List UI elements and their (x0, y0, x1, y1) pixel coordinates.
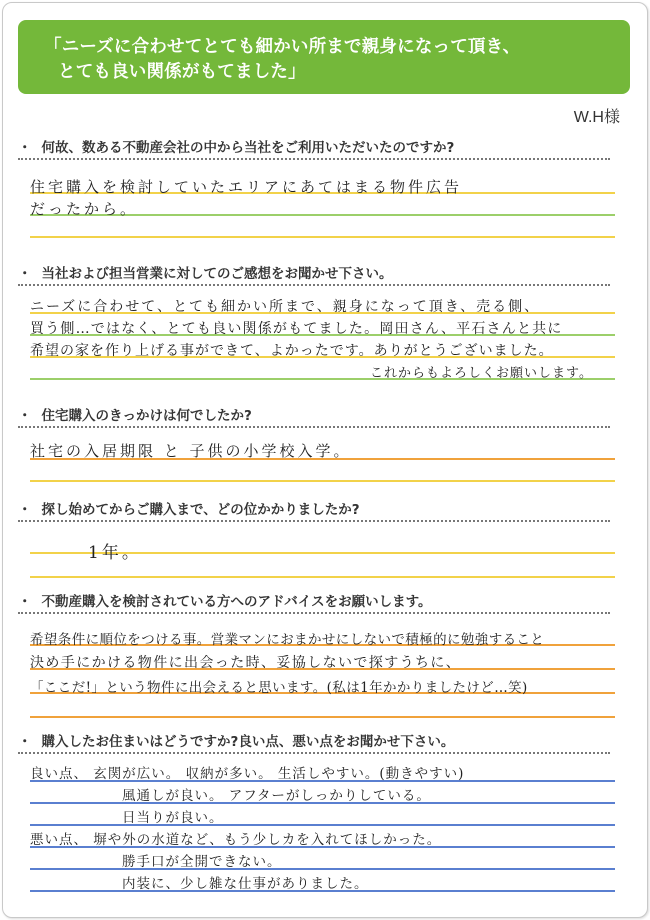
question-heading (18, 590, 432, 610)
bullet: ・ (18, 266, 32, 282)
answer-line: 社宅の入居期限 と 子供の小学校入学。 (30, 442, 352, 460)
title-line-2: とても良い関係がもてました」 (58, 62, 306, 82)
question-text: 何故、数ある不動産会社の中から当社をご利用いただいたのですか? (41, 140, 455, 156)
question-heading (18, 262, 393, 282)
question-text: 探し始めてからご購入まで、どの位かかりましたか? (41, 502, 360, 518)
question-heading (18, 136, 454, 156)
question-text: 不動産購入を検討されている方へのアドバイスをお願いします。 (41, 594, 432, 610)
dotted-divider (18, 520, 610, 522)
bullet: ・ (18, 408, 32, 424)
answer-line: 勝手口が全開できない。 (122, 854, 282, 870)
dotted-divider (18, 612, 610, 614)
answer-line: 住宅購入を検討していたエリアにあてはまる物件広告 (30, 178, 463, 196)
ruled-line (30, 576, 615, 578)
answer-line: 良い点、 玄関が広い。 収納が多い。 生活しやすい。(動きやすい) (30, 766, 465, 782)
answer-line: 悪い点、 塀や外の水道など、もう少しカを入れてほしかった。 (30, 832, 442, 848)
answer-line: ニーズに合わせて、とても細かい所まで、親身になって頂き、売る側、 (30, 299, 541, 315)
bullet: ・ (18, 734, 32, 750)
bullet: ・ (18, 594, 32, 610)
answer-line: 決め手にかける物件に出会った時、妥協しないで探すうちに、 (30, 655, 462, 671)
title-banner (18, 20, 630, 94)
bullet: ・ (18, 502, 32, 518)
answer-line: 買う側…ではなく、とても良い関係がもてました。岡田さん、平石さんと共に (30, 321, 563, 337)
answer-line: 風通しが良い。 アフターがしっかりしている。 (122, 788, 431, 804)
answer-line: 日当りが良い。 (122, 810, 224, 826)
question-heading (18, 404, 252, 424)
answer-line: だったから。 (30, 200, 139, 218)
question-text: 購入したお住まいはどうですか?良い点、悪い点をお聞かせ下さい。 (41, 734, 455, 750)
title-text (44, 35, 624, 85)
answer-line: これからもよろしくお願いします。 (370, 366, 593, 381)
question-heading (18, 498, 360, 518)
dotted-divider (18, 284, 610, 286)
ruled-line (30, 716, 615, 718)
answer-line: 内装に、少し雑な仕事がありました。 (122, 876, 369, 892)
question-heading (18, 730, 454, 750)
dotted-divider (18, 426, 610, 428)
answer-line: 希望の家を作り上げる事ができて、よかったです。ありがとうございました。 (30, 343, 554, 359)
dotted-divider (18, 158, 610, 160)
answer-line: 1年。 (88, 543, 142, 563)
customer-name: W.H様 (573, 109, 620, 126)
question-text: 当社および担当営業に対してのご感想をお聞かせ下さい。 (41, 266, 393, 282)
answer-line: 希望条件に順位をつける事。営業マンにおまかせにしないで積極的に勉強すること (30, 632, 545, 648)
title-line-1: 「ニーズに合わせてとても細かい所まで親身になって頂き、 (44, 37, 521, 57)
question-text: 住宅購入のきっかけは何でしたか? (41, 408, 252, 424)
dotted-divider (18, 752, 610, 754)
answer-line: 「ここだ!」という物件に出会えると思います。(私は1年かかりましたけど…笑) (30, 680, 528, 696)
ruled-line (30, 236, 615, 238)
bullet: ・ (18, 140, 32, 156)
ruled-line (30, 480, 615, 482)
